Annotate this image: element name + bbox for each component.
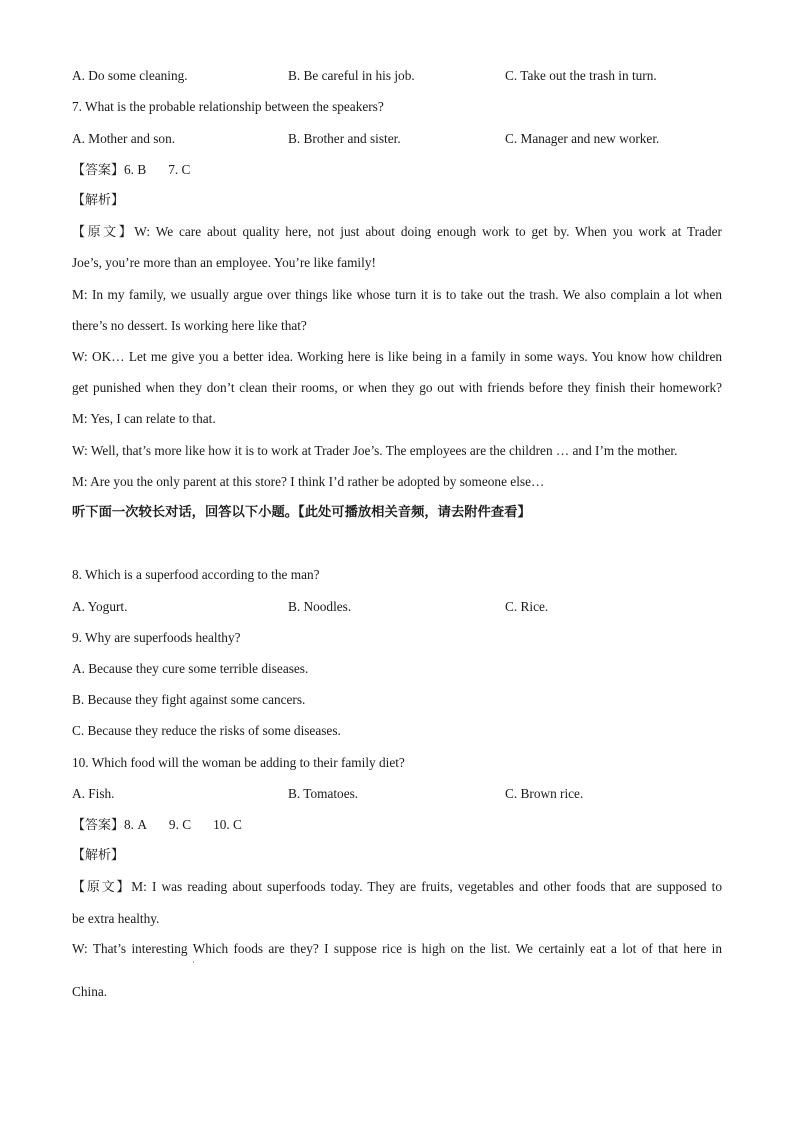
answer-tag: 【答案】 xyxy=(72,818,125,833)
q10-option-b: B. Tomatoes. xyxy=(288,786,359,801)
analysis-tag-1: 【解析】 xyxy=(72,193,125,208)
transcript-text: W: We care about quality here, not just about doing enough work to get by. When you work at Trader xyxy=(134,224,722,239)
transcript-1-line-4: there’s no dessert. Is working here like that? xyxy=(72,318,307,333)
q8-stem: 8. Which is a superfood according to the man? xyxy=(72,567,320,582)
answer-value: 10. C xyxy=(213,817,242,832)
transcript-1-line-9: M: Are you the only parent at this store? I think I’d rather be adopted by someone else… xyxy=(72,474,545,489)
answer-tag: 【答案】 xyxy=(72,163,125,178)
q6-option-c: C. Take out the trash in turn. xyxy=(505,68,657,83)
transcript-2-line-4: China. xyxy=(72,984,108,999)
answer-block-2 xyxy=(72,816,264,835)
q7-option-a: A. Mother and son. xyxy=(72,131,176,146)
analysis-tag-2: 【解析】 xyxy=(72,848,125,863)
answer-block-1 xyxy=(72,161,212,180)
transcript-1-line-5: W: OK… Let me give you a better idea. Working here is like being in a family in some ways. You know how children xyxy=(72,349,722,364)
transcript-tag: 【原文】 xyxy=(72,880,132,895)
answer-value: 8. A xyxy=(124,817,147,832)
transcript-1-line-8: W: Well, that’s more like how it is to work at Trader Joe’s. The employees are the children … and I’m the mother. xyxy=(72,443,678,458)
q9-option-c: C. Because they reduce the risks of some diseases. xyxy=(72,723,341,738)
transcript-1-line-3: M: In my family, we usually argue over things like whose turn it is to take out the trash. We also complain a lot when xyxy=(72,287,722,302)
q7-option-b: B. Brother and sister. xyxy=(288,131,401,146)
stray-dot-mark: · xyxy=(192,958,195,967)
q6-option-a: A. Do some cleaning. xyxy=(72,68,188,83)
answer-value: 9. C xyxy=(168,817,192,832)
transcript-1-line-7: M: Yes, I can relate to that. xyxy=(72,411,216,426)
transcript-text: M: I was reading about superfoods today. They are fruits, vegetables and other foods that are supposed to xyxy=(131,879,722,894)
q7-option-c: C. Manager and new worker. xyxy=(505,131,660,146)
q8-option-b: B. Noodles. xyxy=(288,599,352,614)
q10-option-c: C. Brown rice. xyxy=(505,786,584,801)
q8-option-c: C. Rice. xyxy=(505,599,549,614)
q7-stem: 7. What is the probable relationship between the speakers? xyxy=(72,99,384,114)
listening-instruction: 听下面一次较长对话，回答以下小题。【此处可播放相关音频，请去附件查看】 xyxy=(72,505,531,520)
q10-stem: 10. Which food will the woman be adding to their family diet? xyxy=(72,755,405,770)
q9-option-a: A. Because they cure some terrible diseases. xyxy=(72,661,309,676)
q10-option-a: A. Fish. xyxy=(72,786,115,801)
q9-option-b: B. Because they fight against some cancers. xyxy=(72,692,306,707)
transcript-2-line-3: W: That’s interesting Which foods are they? I suppose rice is high on the list. We certainly eat a lot of that here in xyxy=(72,941,722,956)
transcript-1-line-6: get punished when they don’t clean their rooms, or when they go out with friends before they finish their homework? xyxy=(72,380,722,395)
q8-option-a: A. Yogurt. xyxy=(72,599,128,614)
answer-value: 7. C xyxy=(168,162,191,177)
q6-option-b: B. Be careful in his job. xyxy=(288,68,415,83)
transcript-2-line-1 xyxy=(72,878,722,897)
answer-value: 6. B xyxy=(124,162,147,177)
transcript-1-line-1 xyxy=(72,223,722,242)
transcript-1-line-2: Joe’s, you’re more than an employee. You’re like family! xyxy=(72,255,376,270)
transcript-2-line-2: be extra healthy. xyxy=(72,911,160,926)
transcript-tag: 【原文】 xyxy=(72,225,135,240)
q9-stem: 9. Why are superfoods healthy? xyxy=(72,630,241,645)
